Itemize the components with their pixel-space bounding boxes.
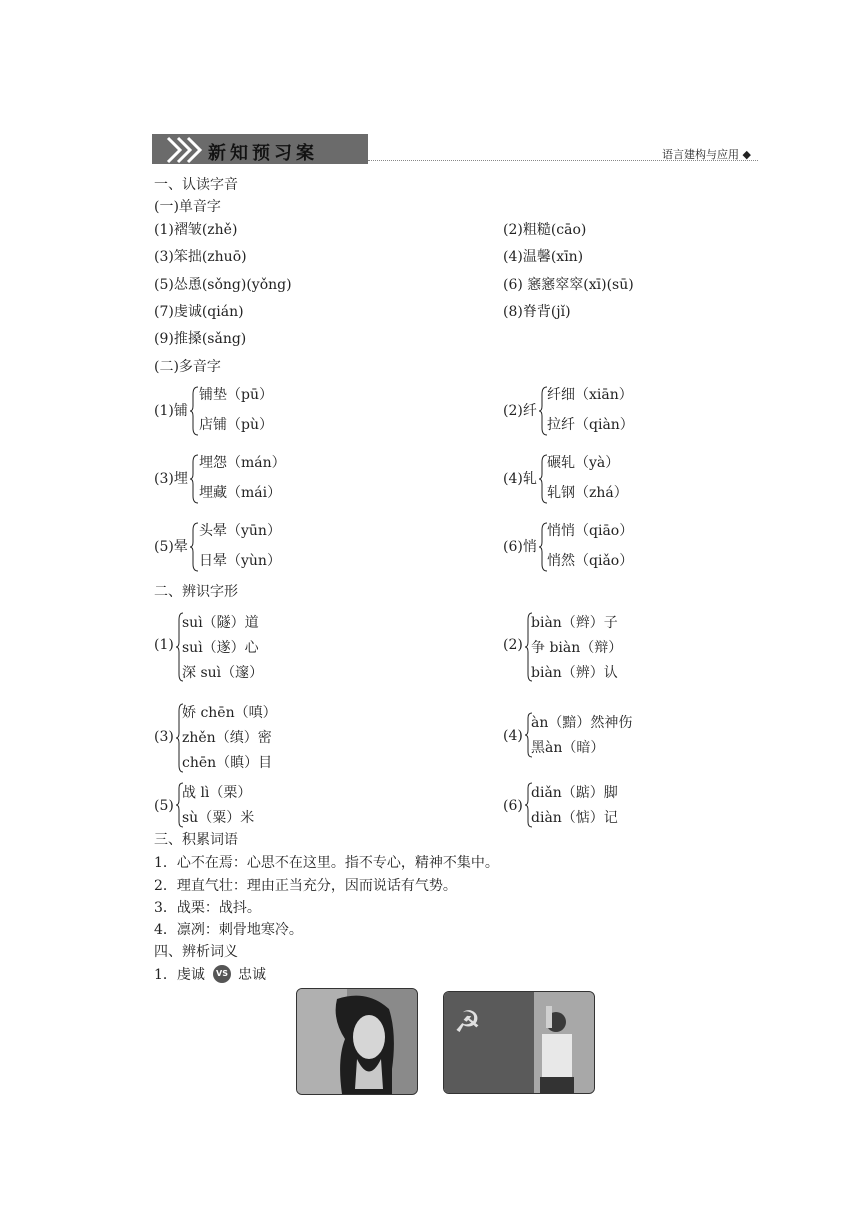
pronunciation-a: 埋怨（mán） <box>199 455 286 471</box>
list-item: (7)虔诚(qián) <box>154 304 244 320</box>
svg-text:☭: ☭ <box>454 1005 481 1040</box>
list-item: (6) 窸窸窣窣(xī)(sū) <box>503 277 634 293</box>
sub-heading: (二)多音字 <box>154 359 221 375</box>
chevron-icon <box>166 136 206 168</box>
section-heading: 二、辨识字形 <box>154 584 238 600</box>
group-number: (3) <box>154 729 174 745</box>
list-item: (8)脊背(jǐ) <box>503 304 571 320</box>
glyph-line: 深 suì（邃） <box>182 665 264 681</box>
glyph-line: diàn（惦）记 <box>531 810 618 826</box>
pronunciation-b: 拉纤（qiàn） <box>547 417 634 433</box>
vocab-item: 3．战栗：战抖。 <box>154 900 261 916</box>
poly-char-label: (6)悄 <box>503 539 537 555</box>
photo-party-oath <box>443 991 595 1094</box>
glyph-line: biàn（辫）子 <box>531 615 618 631</box>
poly-char-label: (5)晕 <box>154 539 188 555</box>
glyph-line: 战 lì（栗） <box>182 785 252 801</box>
glyph-line: chēn（瞋）目 <box>182 755 273 771</box>
glyph-line: àn（黯）然神伤 <box>531 715 633 731</box>
glyph-line: 争 biàn（辩） <box>531 640 623 656</box>
vocab-item: 1．心不在焉：心思不在这里。指不专心，精神不集中。 <box>154 855 499 871</box>
pronunciation-a: 碾轧（yà） <box>547 455 620 471</box>
section-heading: 一、认读字音 <box>154 177 238 193</box>
glyph-line: 黑àn（暗） <box>531 740 605 756</box>
banner-right-label: 语言建构与应用 ◆ <box>662 148 751 161</box>
compare-left: 1．虔诚 <box>154 967 205 983</box>
group-number: (6) <box>503 798 523 814</box>
vocab-item: 2．理直气壮：理由正当充分，因而说话有气势。 <box>154 878 457 894</box>
vs-badge: VS <box>213 965 231 983</box>
pronunciation-b: 日晕（yùn） <box>199 553 281 569</box>
pronunciation-a: 铺垫（pū） <box>199 387 273 403</box>
pronunciation-a: 悄悄（qiāo） <box>547 523 634 539</box>
pronunciation-a: 头晕（yūn） <box>199 523 281 539</box>
poly-char-label: (4)轧 <box>503 471 537 487</box>
vocab-item: 4．凛冽：刺骨地寒冷。 <box>154 922 303 938</box>
list-item: (2)粗糙(cāo) <box>503 222 587 238</box>
sub-heading: (一)单音字 <box>154 199 221 215</box>
poly-char-label: (2)纤 <box>503 403 537 419</box>
list-item: (5)怂恿(sǒng)(yǒng) <box>154 277 292 293</box>
pronunciation-a: 纤细（xiān） <box>547 387 633 403</box>
pronunciation-b: 悄然（qiǎo） <box>547 553 634 569</box>
group-number: (2) <box>503 637 523 653</box>
section-heading: 四、辨析词义 <box>154 944 238 960</box>
glyph-line: suì（遂）心 <box>182 640 259 656</box>
pronunciation-b: 轧钢（zhá） <box>547 485 628 501</box>
glyph-line: sù（粟）米 <box>182 810 255 826</box>
glyph-line: diǎn（踮）脚 <box>531 785 618 801</box>
pronunciation-b: 埋藏（mái） <box>199 485 282 501</box>
poly-char-label: (1)铺 <box>154 403 188 419</box>
group-number: (1) <box>154 637 174 653</box>
glyph-line: 娇 chēn（嗔） <box>182 705 277 721</box>
group-number: (4) <box>503 728 523 744</box>
section-heading: 三、积累词语 <box>154 832 238 848</box>
list-item: (4)温馨(xīn) <box>503 249 584 265</box>
list-item: (3)笨拙(zhuō) <box>154 249 247 265</box>
list-item: (9)推搡(sǎng) <box>154 331 247 347</box>
diamond-icon: ◆ <box>742 148 751 161</box>
glyph-line: zhěn（缜）密 <box>182 730 272 746</box>
glyph-line: biàn（辨）认 <box>531 665 618 681</box>
pronunciation-b: 店铺（pù） <box>199 417 273 433</box>
poly-char-label: (3)埋 <box>154 471 188 487</box>
banner-title: 新知预习案 <box>208 143 318 164</box>
list-item: (1)褶皱(zhě) <box>154 222 238 238</box>
glyph-line: suì（隧）道 <box>182 615 259 631</box>
group-number: (5) <box>154 798 174 814</box>
photo-praying-woman <box>296 988 418 1095</box>
compare-right: 忠诚 <box>238 967 266 983</box>
